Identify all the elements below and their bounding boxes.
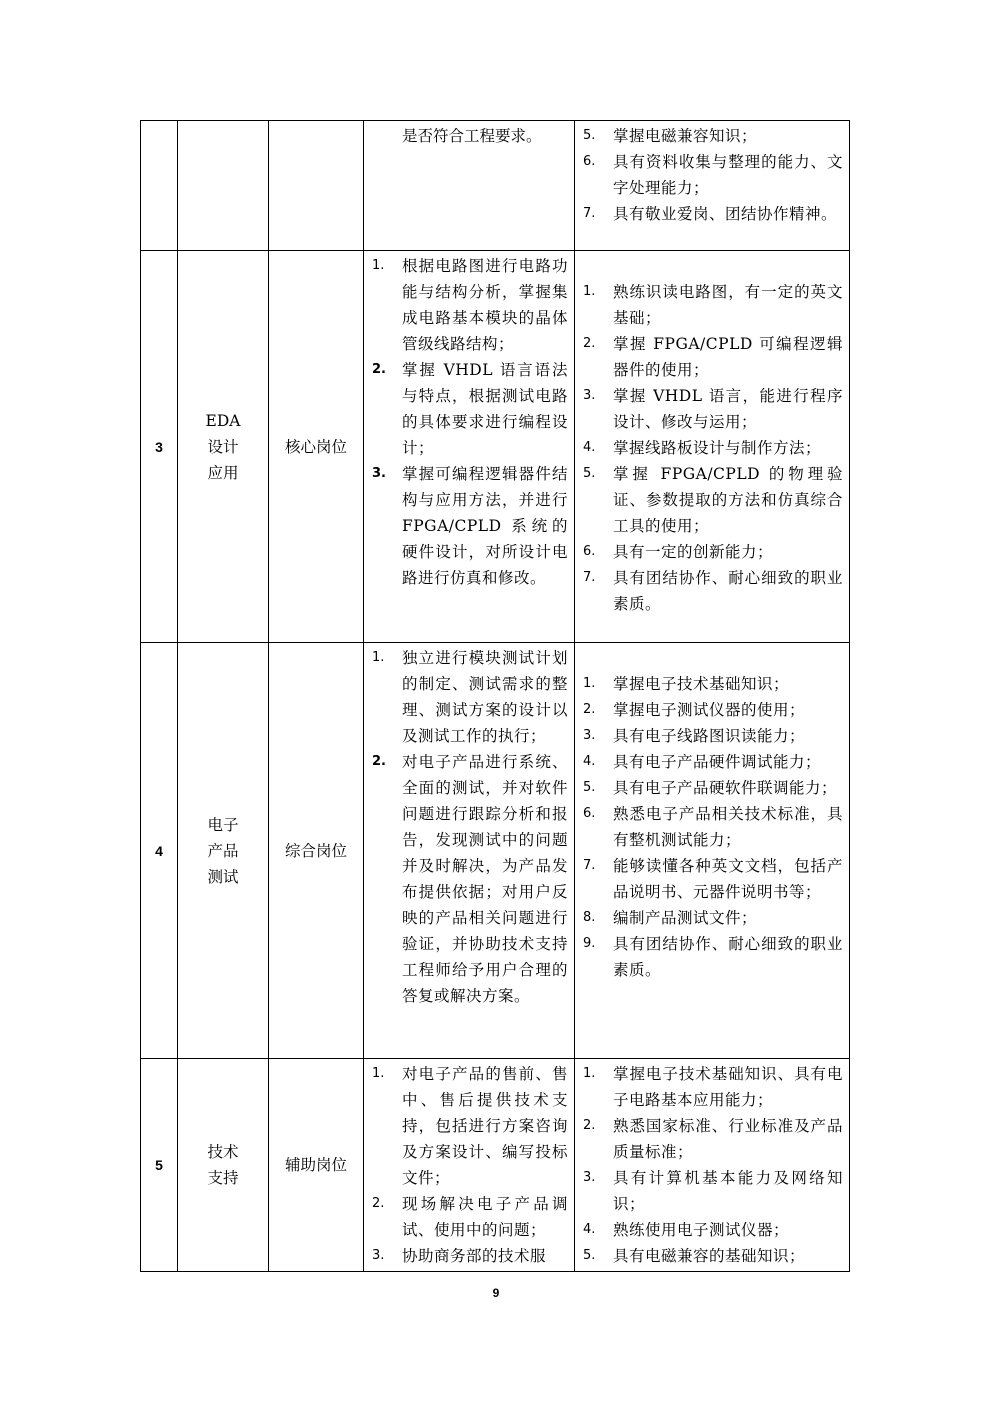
list-item — [575, 801, 843, 853]
page-number: 9 — [492, 1286, 500, 1300]
task-list — [364, 1059, 574, 1271]
list-item — [364, 1191, 568, 1243]
item-number: 6. — [583, 806, 596, 821]
item-text: 熟练使用电子测试仪器； — [613, 1221, 790, 1239]
item-number: 3. — [372, 1248, 385, 1263]
item-text: 掌握 VHDL 语言，能进行程序设计、修改与运用； — [613, 387, 843, 431]
list-item — [575, 853, 843, 905]
list-item — [575, 461, 843, 539]
work-tasks — [364, 643, 575, 1059]
item-text: 掌握电子测试仪器的使用； — [613, 701, 806, 719]
item-text: 具有电子线路图识读能力； — [613, 727, 806, 745]
item-text: 掌握可编程逻辑器件结构与应用方法，并进行 FPGA/CPLD 系统的硬件设计，对所设计电路进行仿真和修改。 — [402, 465, 568, 587]
item-text: 掌握 FPGA/CPLD 可编程逻辑器件的使用； — [613, 335, 843, 379]
table-row — [141, 643, 850, 1059]
item-text: 掌握电磁兼容知识； — [613, 127, 758, 145]
item-number: 7. — [583, 858, 596, 873]
item-number: 4. — [583, 754, 596, 769]
table-row — [141, 251, 850, 643]
item-number: 5. — [583, 1248, 596, 1263]
item-number: 1. — [583, 1066, 596, 1081]
item-number: 1. — [372, 258, 385, 273]
list-item — [575, 697, 843, 723]
row-number: 5 — [141, 1059, 178, 1272]
item-text: 熟悉电子产品相关技术标准，具有整机测试能力； — [613, 805, 843, 849]
list-item — [364, 253, 568, 357]
item-text: 掌握电子技术基础知识、具有电子电路基本应用能力； — [613, 1065, 843, 1109]
list-item — [575, 1113, 843, 1165]
item-number: 4. — [583, 440, 596, 455]
position-name: 电子产品测试 — [178, 643, 269, 1059]
list-item — [575, 931, 843, 983]
item-number: 5. — [583, 780, 596, 795]
list-item — [575, 1217, 843, 1243]
item-text: 具有电子产品硬件调试能力； — [613, 753, 822, 771]
list-item — [575, 201, 843, 227]
item-text: 编制产品测试文件； — [613, 909, 758, 927]
list-item — [575, 775, 843, 801]
item-text: 独立进行模块测试计划的制定、测试需求的整理、测试方案的设计以及测试工作的执行； — [402, 649, 568, 745]
requirement-list — [575, 643, 849, 985]
work-tasks — [364, 1059, 575, 1272]
requirement-list — [575, 121, 849, 229]
item-text: 掌握 VHDL 语言语法与特点，根据测试电路的具体要求进行编程设计； — [402, 361, 568, 457]
item-number: 3. — [583, 728, 596, 743]
task-continuation: 是否符合工程要求。 — [402, 127, 542, 145]
ability-requirements — [575, 251, 850, 643]
item-text: 具有一定的创新能力； — [613, 543, 774, 561]
item-number: 1. — [372, 1066, 385, 1081]
work-tasks — [364, 251, 575, 643]
item-number: 2. — [372, 362, 386, 377]
row-number: 3 — [141, 251, 178, 643]
item-text: 具有电磁兼容的基础知识； — [613, 1247, 806, 1265]
item-number: 4. — [583, 1222, 596, 1237]
item-number: 9. — [583, 936, 596, 951]
item-number: 3. — [583, 1170, 596, 1185]
item-number: 8. — [583, 910, 596, 925]
item-text: 掌握电子技术基础知识； — [613, 675, 790, 693]
list-item — [575, 1061, 843, 1113]
list-item — [364, 749, 568, 1009]
list-item — [575, 749, 843, 775]
item-number: 2. — [372, 754, 386, 769]
position-name — [178, 121, 269, 251]
position-name: 技术支持 — [178, 1059, 269, 1272]
list-item — [364, 645, 568, 749]
row-number: 4 — [141, 643, 178, 1059]
item-text: 具有敬业爱岗、团结协作精神。 — [613, 205, 838, 223]
position-type — [269, 121, 364, 251]
item-number: 7. — [583, 206, 596, 221]
item-text: 对电子产品的售前、售中、售后提供技术支持，包括进行方案咨询及方案设计、编写投标文件； — [402, 1065, 568, 1187]
table-row — [141, 1059, 850, 1272]
list-item — [364, 461, 568, 591]
list-item — [575, 1165, 843, 1217]
list-item — [575, 435, 843, 461]
item-number: 2. — [583, 702, 596, 717]
ability-requirements — [575, 643, 850, 1059]
position-type: 核心岗位 — [269, 251, 364, 643]
list-item — [575, 905, 843, 931]
position-name: EDA 设计应用 — [178, 251, 269, 643]
table-row — [141, 121, 850, 251]
position-type: 综合岗位 — [269, 643, 364, 1059]
item-text: 对电子产品进行系统、全面的测试，并对软件问题进行跟踪分析和报告，发现测试中的问题并及时解决，为产品发布提供依据；对用户反映的产品相关问题进行验证，并协助技术支持工程师给予用户合理的答复或解决方案。 — [402, 753, 568, 1005]
job-requirements-table — [140, 120, 850, 1272]
task-list — [364, 643, 574, 1011]
list-item — [575, 671, 843, 697]
list-item — [575, 331, 843, 383]
list-item — [364, 1061, 568, 1191]
table-body — [141, 121, 850, 1272]
item-number: 1. — [372, 650, 385, 665]
requirement-list — [575, 1059, 849, 1271]
item-number: 7. — [583, 570, 596, 585]
list-item — [364, 357, 568, 461]
item-text: 具有电子产品硬软件联调能力； — [613, 779, 838, 797]
list-item — [575, 1243, 843, 1269]
list-item — [575, 539, 843, 565]
list-item — [575, 279, 843, 331]
item-text: 能够读懂各种英文文档，包括产品说明书、元器件说明书等； — [613, 857, 843, 901]
list-item — [575, 565, 843, 617]
item-number: 2. — [583, 1118, 596, 1133]
item-text: 掌握 FPGA/CPLD 的物理验证、参数提取的方法和仿真综合工具的使用； — [613, 465, 843, 535]
list-item — [575, 123, 843, 149]
item-number: 6. — [583, 154, 596, 169]
item-number: 5. — [583, 466, 596, 481]
list-item — [575, 383, 843, 435]
item-text: 熟悉国家标准、行业标准及产品质量标准； — [613, 1117, 843, 1161]
item-text: 具有计算机基本能力及网络知识； — [613, 1169, 843, 1213]
position-type: 辅助岗位 — [269, 1059, 364, 1272]
item-text: 掌握线路板设计与制作方法； — [613, 439, 822, 457]
item-number: 5. — [583, 128, 596, 143]
item-number: 2. — [583, 336, 596, 351]
row-number — [141, 121, 178, 251]
list-item — [575, 149, 843, 201]
ability-requirements — [575, 121, 850, 251]
item-text: 具有团结协作、耐心细致的职业素质。 — [613, 569, 843, 613]
item-text: 具有团结协作、耐心细致的职业素质。 — [613, 935, 843, 979]
list-item — [575, 723, 843, 749]
item-text: 具有资料收集与整理的能力、文字处理能力； — [613, 153, 843, 197]
item-text: 现场解决电子产品调试、使用中的问题； — [402, 1195, 568, 1239]
requirement-list — [575, 251, 849, 619]
ability-requirements — [575, 1059, 850, 1272]
item-text: 熟练识读电路图，有一定的英文基础； — [613, 283, 843, 327]
item-text: 协助商务部的技术服 — [402, 1247, 547, 1265]
list-item — [364, 1243, 568, 1269]
task-list — [364, 251, 574, 593]
item-number: 6. — [583, 544, 596, 559]
item-number: 3. — [372, 466, 386, 481]
work-tasks — [364, 121, 575, 251]
item-text: 根据电路图进行电路功能与结构分析，掌握集成电路基本模块的晶体管级线路结构； — [402, 257, 568, 353]
item-number: 2. — [372, 1196, 385, 1211]
item-number: 1. — [583, 284, 596, 299]
item-number: 1. — [583, 676, 596, 691]
item-number: 3. — [583, 388, 596, 403]
